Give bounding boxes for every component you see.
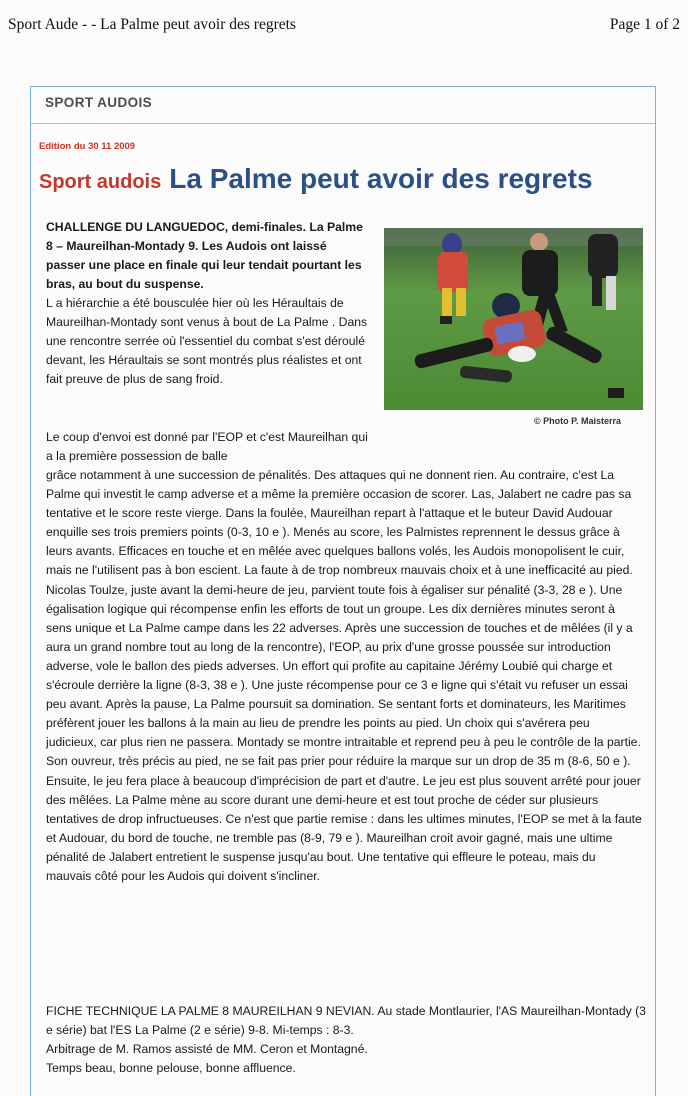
fiche-line: Temps beau, bonne pelouse, bonne affluence. (46, 1061, 296, 1076)
article-lead: CHALLENGE DU LANGUEDOC, demi-finales. La Palme 8 – Maureilhan-Montady 9. Les Audois ont laissé passer une place en finale qui leur tendait pourtant les bras, au bout du suspense. (46, 220, 363, 292)
headline (39, 163, 593, 195)
fiche-line: FICHE TECHNIQUE LA PALME 8 MAUREILHAN 9 NEVIAN. Au stade Montlaurier, l'AS Maureilhan-Montady (3 e série) bat l'ES La Palme (2 e série) 9-8. Mi-temps : 8-3. (46, 1004, 646, 1038)
headline-title: La Palme peut avoir des regrets (169, 163, 593, 194)
rugby-photo-illustration (384, 228, 643, 410)
fiche-line: Arbitrage de M. Ramos assisté de MM. Ceron et Montagné. (46, 1042, 368, 1057)
page-number: Page 1 of 2 (609, 16, 680, 33)
edition-date: Edition du 30 11 2009 (39, 141, 136, 152)
rugby-photo (384, 228, 643, 410)
article-body-start: Le coup d'envoi est donné par l'EOP et c'est Maureilhan qui a la première possession de balle (46, 430, 368, 464)
section-divider (31, 123, 655, 124)
photo-credit: © Photo P. Maisterra (534, 416, 621, 426)
headline-rubric: Sport audois (39, 171, 162, 193)
print-header (0, 0, 688, 40)
article-intro: L a hiérarchie a été bousculée hier où les Héraultais de Maureilhan-Montady sont venus à bout de La Palme . Dans une rencontre serrée où l'essentiel du combat s'est déroulé devant, les Héraultais se sont montrés plus réalistes et ont fait preuve de plus de sang froid. (46, 296, 368, 387)
section-label: SPORT AUDOIS (45, 95, 153, 110)
print-header-title: Sport Aude - - La Palme peut avoir des regrets (8, 16, 296, 33)
article-body: grâce notamment à une succession de pénalités. Des attaques qui ne donnent rien. Au contraire, c'est La Palme qui investit le camp adverse et a même la première occasion de scorer. Las, Jalabert ne cadre pas sa tentative et le score reste vierge. Dans la foulée, Maureilhan repart à l'attaque et le buteur David Audouar enquille ses trois premiers points (0-3, 10 e ). Menés au score, les Palmistes reprennent le dessus grâce à leurs avants. Efficaces en touche et en mêlée avec quelques ballons volés, les Audois monopolisent le cuir, mais ne l'utilisent pas à bon escient. La faute à de trop nombreux mauvais choix et à une inefficacité au pied. Nicolas Toulze, juste avant la demi-heure de jeu, parvient toute fois à égaliser sur pénalité (3-3, 28 e ). Une égalisation logique qui récompense enfin les efforts de tout un groupe. Les dix dernières minutes seront à sens unique et La Palme campe dans les 22 adverses. Après une succession de touches et de mêlées (il y a aura un grand nombre tout au long de la rencontre), l'EOP, au prix d'une grosse poussée sur introduction adverse, vole le ballon des pieds adverses. Un effort qui profite au capitaine Jérémy Loubié qui charge et s'écroule derrière la ligne (8-3, 38 e ). Une juste récompense pour ce 3 e ligne qui s'était vu refuser un essai peu avant. Après la pause, La Palme poursuit sa domination. Se sentant forts et dominateurs, les Maritimes préfèrent jouer les ballons à la main au lieu de prendre les points au pied. Un choix qui s'avérera peu judicieux, car plus rien ne passera. Montady se montre intraitable et reprend peu à peu le contrôle de la partie. Son ouvreur, très précis au pied, ne se fait pas prier pour réduire la marque sur un drop de 35 m (8-6, 50 e ). Ensuite, le jeu fera place à beaucoup d'imprécision de part et d'autre. Le jeu est plus souvent arrêté pour jouer des mêlées. La Palme mène au score durant une demi-heure et est tout proche de céder sur plusieurs tentatives de drop infructueuses. Ce n'est que partie remise : dans les ultimes minutes, l'EOP se met à la faute et Audouar, du bord de touche, ne tremble pas (8-9, 79 e ). Maureilhan croit avoir gagné, mais une ultime pénalité de Jalabert entretient le suspense jusqu'au bout. Une tentative qui effleure le poteau, mais du mauvais côté pour les Audois qui doivent s'incliner. (46, 468, 642, 883)
fiche-technique (46, 1002, 646, 1078)
